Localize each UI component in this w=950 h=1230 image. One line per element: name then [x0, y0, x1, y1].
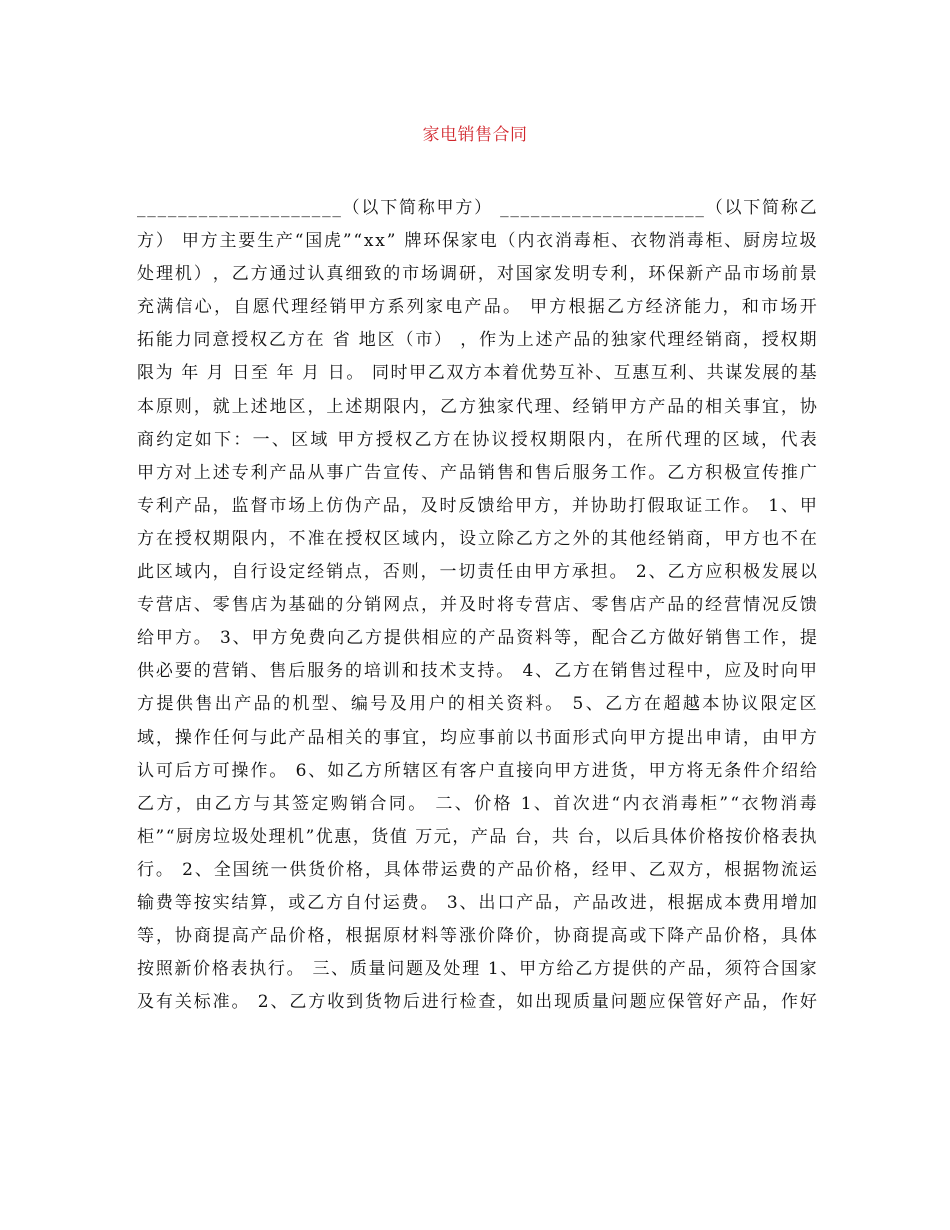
body-line: 处 理 机 ） ， 乙 方 通 过 认 真 细 致 的 市 场 调 研 ， 对 国 家 发 明 专 利 ， 环 保 新 产 品 市 场 前 景	[137, 264, 817, 285]
body-line: 拓 能 力 同 意 授 权 乙 方 在 省 地 区 （ 市 ） ， 作 为 上 述 产 品 的 独 家 代 理 经 销 商 ， 授 权 期	[137, 330, 817, 351]
body-line: 按 照 新 价 格 表 执 行 。 三 、 质 量 问 题 及 处 理 1 、 甲 方 给 乙 方 提 供 的 产 品 ， 须 符 合 国 家	[137, 959, 817, 980]
body-line: 本 原 则 ， 就 上 述 地 区 ， 上 述 期 限 内 ， 乙 方 独 家 代 理 、 经 销 甲 方 产 品 的 相 关 事 宜 ， 协	[137, 396, 817, 417]
body-line: 行 。 2 、 全 国 统 一 供 货 价 格 ， 具 体 带 运 费 的 产 品 价 格 ， 经 甲 、 乙 双 方 ， 根 据 物 流 运	[137, 859, 817, 880]
body-line: 输 费 等 按 实 结 算 ， 或 乙 方 自 付 运 费 。 3 、 出 口 产 品 ， 产 品 改 进 ， 根 据 成 本 费 用 增 加	[137, 892, 817, 913]
body-line: 等 ， 协 商 提 高 产 品 价 格 ， 根 据 原 材 料 等 涨 价 降 价 ， 协 商 提 高 或 下 降 产 品 价 格 ， 具 体	[137, 926, 817, 947]
document-title: 家电销售合同	[422, 125, 528, 145]
body-line: 柜 ” “ 厨 房 垃 圾 处 理 机 ” 优 惠 ， 货 值 万 元 ， 产 品 台 ， 共 台 ， 以 后 具 体 价 格 按 价 格 表 执	[137, 826, 817, 847]
document-body	[137, 194, 817, 1021]
body-line: 方 在 授 权 期 限 内 ， 不 准 在 授 权 区 域 内 ， 设 立 除 乙 方 之 外 的 其 他 经 销 商 ， 甲 方 也 不 在	[137, 528, 817, 549]
body-line: 商 约 定 如 下 ： 一 、 区 域 甲 方 授 权 乙 方 在 协 议 授 权 期 限 内 ， 在 所 代 理 的 区 域 ， 代 表	[137, 429, 817, 450]
body-line: 专 利 产 品 ， 监 督 市 场 上 仿 伪 产 品 ， 及 时 反 馈 给 甲 方 ， 并 协 助 打 假 取 证 工 作 。 1 、 甲	[137, 495, 817, 516]
body-line: 乙 方 ， 由 乙 方 与 其 签 定 购 销 合 同 。 二 、 价 格 1 、 首 次 进 “ 内 衣 消 毒 柜 ” “ 衣 物 消 毒	[137, 793, 817, 814]
body-line: 给 甲 方 。 3 、 甲 方 免 费 向 乙 方 提 供 相 应 的 产 品 资 料 等 ， 配 合 乙 方 做 好 销 售 工 作 ， 提	[137, 628, 817, 649]
body-line: 甲 方 对 上 述 专 利 产 品 从 事 广 告 宣 传 、 产 品 销 售 和 售 后 服 务 工 作 。 乙 方 积 极 宣 传 推 广	[137, 462, 817, 483]
body-line: 限 为 年 月 日 至 年 月 日 。 同 时 甲 乙 双 方 本 着 优 势 互 补 、 互 惠 互 利 、 共 谋 发 展 的 基	[137, 363, 817, 384]
body-line: _ _ _ _ _ _ _ _ _ _ _ _ _ _ _ _ _ _ _ _ （ 以 下 简 称 甲 方 ） _ _ _ _ _ _ _ _ _ _ _ _ _ _ _ _ _ _ _ _ （ 以 下 简 称 乙	[137, 198, 817, 218]
body-line: 供 必 要 的 营 销 、 售 后 服 务 的 培 训 和 技 术 支 持 。 4 、 乙 方 在 销 售 过 程 中 ， 应 及 时 向 甲	[137, 661, 817, 682]
body-line: 域 ， 操 作 任 何 与 此 产 品 相 关 的 事 宜 ， 均 应 事 前 以 书 面 形 式 向 甲 方 提 出 申 请 ， 由 甲 方	[137, 727, 817, 748]
body-line: 充 满 信 心 ， 自 愿 代 理 经 销 甲 方 系 列 家 电 产 品 。 甲 方 根 据 乙 方 经 济 能 力 ， 和 市 场 开	[137, 297, 817, 318]
body-line: 认 可 后 方 可 操 作 。 6 、 如 乙 方 所 辖 区 有 客 户 直 接 向 甲 方 进 货 ， 甲 方 将 无 条 件 介 绍 给	[137, 760, 817, 781]
body-line: 方 ） 甲 方 主 要 生 产 “ 国 虎 ” “ x x ” 牌 环 保 家 电 （ 内 衣 消 毒 柜 、 衣 物 消 毒 柜 、 厨 房 垃 圾	[137, 231, 817, 252]
body-line: 专 营 店 、 零 售 店 为 基 础 的 分 销 网 点 ， 并 及 时 将 专 营 店 、 零 售 店 产 品 的 经 营 情 况 反 馈	[137, 595, 817, 616]
body-line: 此 区 域 内 ， 自 行 设 定 经 销 点 ， 否 则 ， 一 切 责 任 由 甲 方 承 担 。 2 、 乙 方 应 积 极 发 展 以	[137, 562, 817, 583]
body-line: 方 提 供 售 出 产 品 的 机 型 、 编 号 及 用 户 的 相 关 资 料 。 5 、 乙 方 在 超 越 本 协 议 限 定 区	[137, 694, 817, 715]
body-line: 及 有 关 标 准 。 2 、 乙 方 收 到 货 物 后 进 行 检 查 ， 如 出 现 质 量 问 题 应 保 管 好 产 品 ， 作 好	[137, 992, 817, 1013]
